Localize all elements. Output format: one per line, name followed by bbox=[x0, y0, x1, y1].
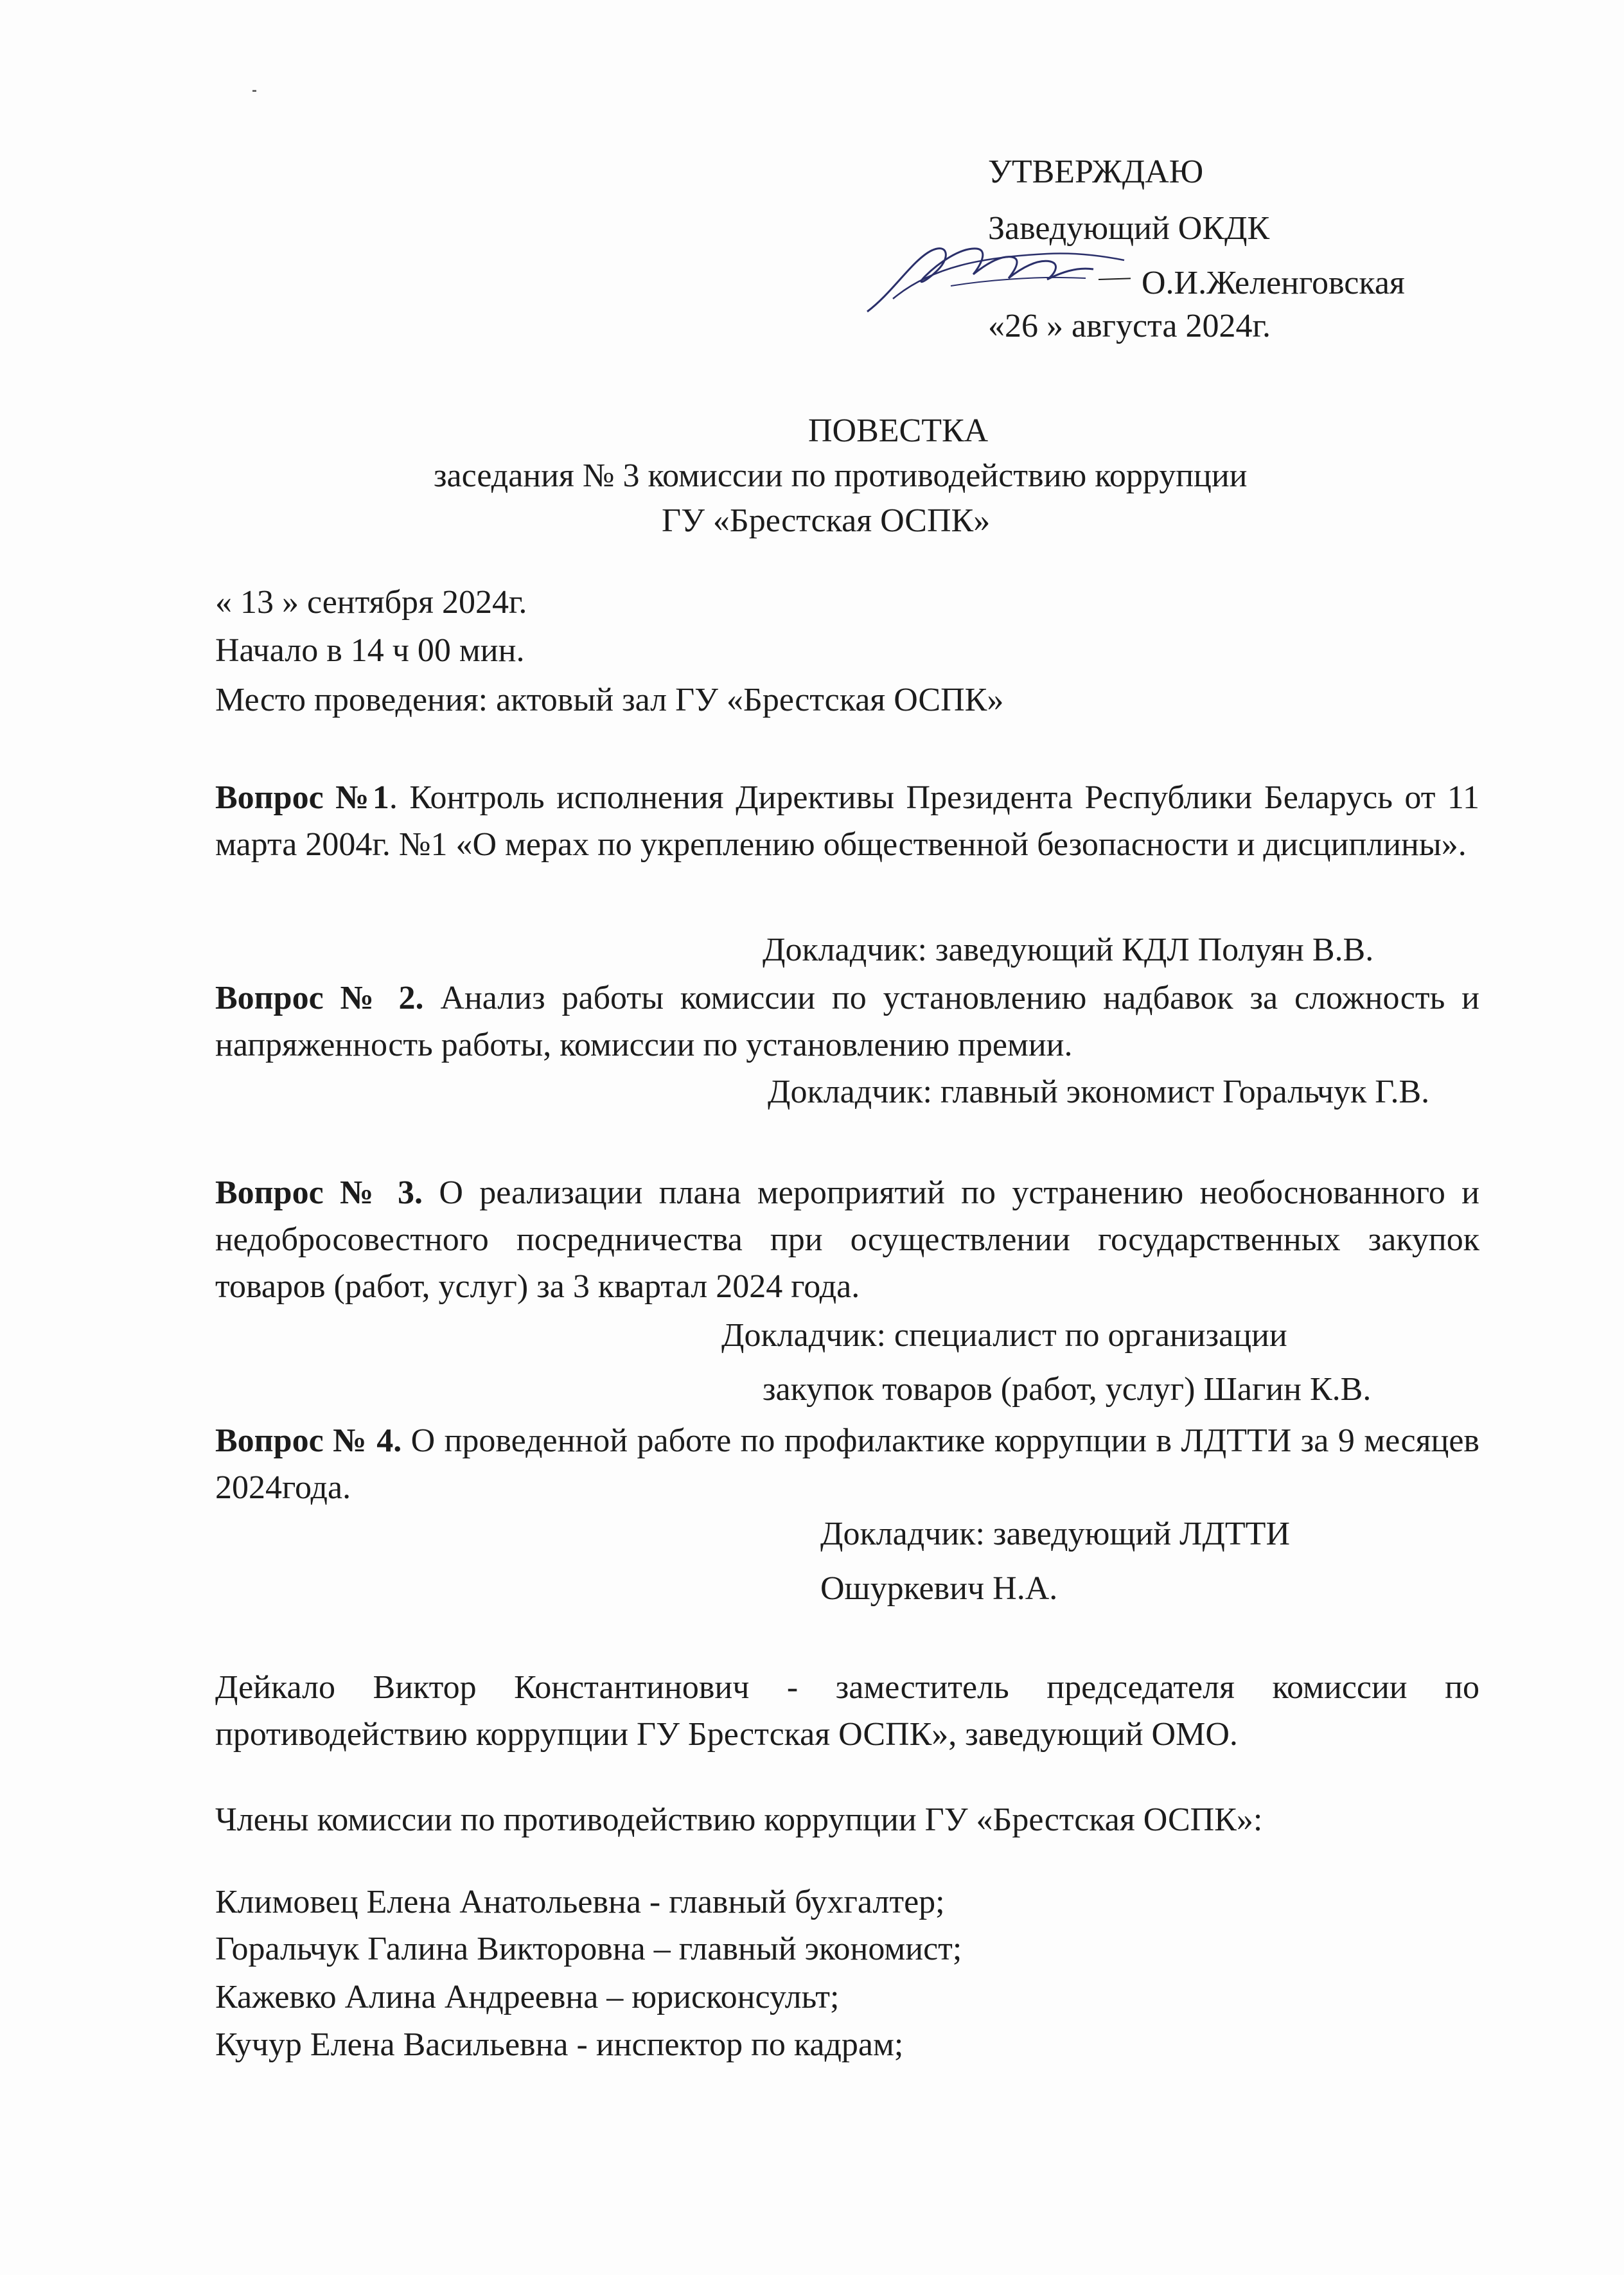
member-item: Кажевко Алина Андреевна – юрисконсульт; bbox=[215, 1979, 840, 2015]
approval-title: УТВЕРЖДАЮ bbox=[988, 154, 1204, 190]
question-1-label: Вопрос №1 bbox=[215, 779, 389, 816]
meeting-start: Начало в 14 ч 00 мин. bbox=[215, 632, 525, 669]
question-3-speaker-line1: Докладчик: специалист по организации bbox=[721, 1317, 1287, 1354]
question-1 bbox=[215, 774, 1479, 868]
meeting-date: « 13 » сентября 2024г. bbox=[215, 584, 527, 621]
question-2-label: Вопрос № 2. bbox=[215, 980, 424, 1016]
question-4-speaker-line2: Ошуркевич Н.А. bbox=[820, 1570, 1058, 1607]
question-3 bbox=[215, 1169, 1479, 1310]
question-3-text: О реализации плана мероприятий по устранению необоснованного и недобросовестного посредничества при осуществлении государственных закупок товаров (работ, услуг) за 3 квартал 2024 года. bbox=[215, 1174, 1479, 1305]
question-2-text: Анализ работы комиссии по установлению надбавок за сложность и напряженность работы, комиссии по установлению премии. bbox=[215, 980, 1479, 1063]
document-subtitle-line2: ГУ «Брестская ОСПК» bbox=[662, 502, 991, 539]
member-item: Горальчук Галина Викторовна – главный экономист; bbox=[215, 1931, 962, 1967]
question-2 bbox=[215, 975, 1479, 1068]
members-heading: Члены комиссии по противодействию коррупции ГУ «Брестская ОСПК»: bbox=[215, 1801, 1263, 1838]
scan-speck bbox=[252, 90, 256, 92]
question-4-text: О проведенной работе по профилактике коррупции в ЛДТТИ за 9 месяцев 2024года. bbox=[215, 1422, 1479, 1506]
approval-name: О.И.Желенговская bbox=[1142, 265, 1405, 301]
approval-date: «26 » августа 2024г. bbox=[988, 308, 1271, 344]
question-3-label: Вопрос № 3. bbox=[215, 1174, 423, 1211]
question-1-speaker: Докладчик: заведующий КДЛ Полуян В.В. bbox=[763, 932, 1374, 968]
question-4-label: Вопрос № 4. bbox=[215, 1422, 402, 1459]
approval-position: Заведующий ОКДК bbox=[988, 210, 1270, 247]
handwritten-signature bbox=[854, 222, 1131, 324]
question-3-speaker-line2: закупок товаров (работ, услуг) Шагин К.В. bbox=[763, 1371, 1372, 1408]
question-4-speaker-line1: Докладчик: заведующий ЛДТТИ bbox=[820, 1516, 1290, 1552]
deputy-chair: Дейкало Виктор Константинович - заместитель председателя комиссии по противодействию коррупции ГУ Брестская ОСПК», заведующий ОМО. bbox=[215, 1669, 1479, 1753]
member-item: Климовец Елена Анатольевна - главный бухгалтер; bbox=[215, 1884, 945, 1920]
document-subtitle-line1: заседания № 3 комиссии по противодействию коррупции bbox=[434, 457, 1248, 494]
question-2-speaker: Докладчик: главный экономист Горальчук Г.В. bbox=[768, 1074, 1430, 1110]
member-item: Кучур Елена Васильевна - инспектор по кадрам; bbox=[215, 2026, 904, 2063]
question-4 bbox=[215, 1417, 1479, 1511]
meeting-place: Место проведения: актовый зал ГУ «Брестская ОСПК» bbox=[215, 682, 1004, 718]
question-1-text: . Контроль исполнения Директивы Президента Республики Беларусь от 11 марта 2004г. №1 «О мерах по укреплению общественной безопасности и дисциплины». bbox=[215, 779, 1479, 863]
document-title: ПОВЕСТКА bbox=[808, 412, 989, 449]
